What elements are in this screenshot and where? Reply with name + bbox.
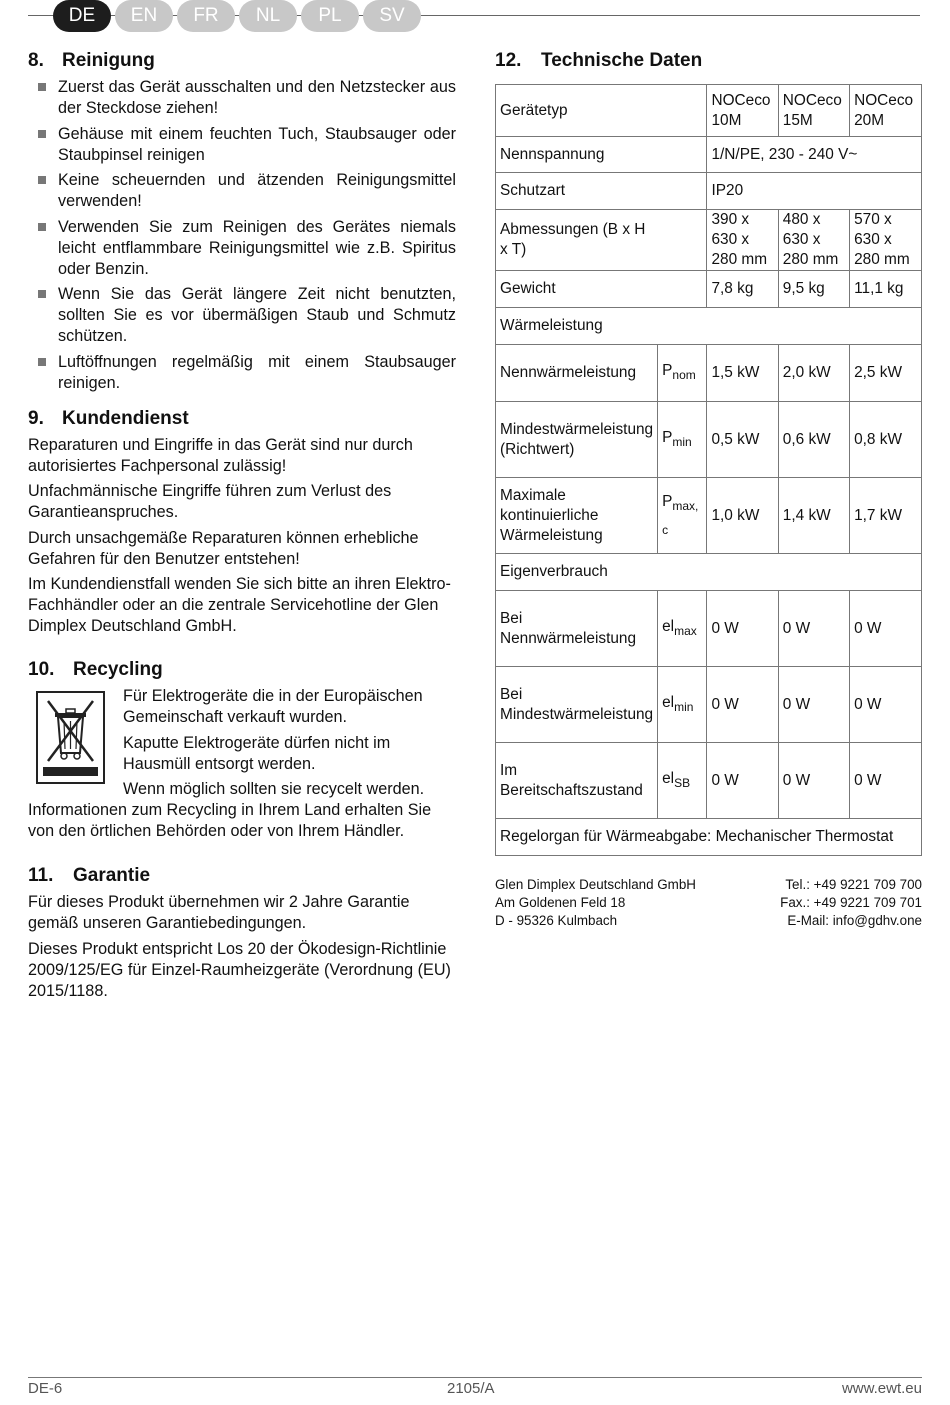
table-row xyxy=(496,402,922,478)
section-number: 8. xyxy=(28,50,44,71)
weee-crossed-bin-icon xyxy=(36,691,105,784)
symbol: $P_{max, c}$ xyxy=(658,478,707,554)
heat-value: 0,8 kW xyxy=(850,402,922,478)
language-tabs xyxy=(53,0,421,32)
row-label: Gerätetyp xyxy=(496,85,658,137)
table-row xyxy=(496,271,922,308)
cleaning-list xyxy=(28,77,456,394)
right-column xyxy=(495,50,922,930)
table-row xyxy=(496,308,922,345)
section-heading xyxy=(28,865,456,887)
row-label: Schutzart xyxy=(496,173,658,210)
section-title: Kundendienst xyxy=(62,407,189,429)
page-number: DE-6 xyxy=(28,1380,63,1397)
row-label: Bei Mindestwärmeleistung xyxy=(496,667,658,743)
heat-value: 1,0 kW xyxy=(707,478,778,554)
street: Am Goldenen Feld 18 xyxy=(495,895,626,910)
paragraph: Durch unsachgemäße Reparaturen können erhebliche Gefahren für den Benutzer entstehen! xyxy=(28,528,419,568)
section-tech-data xyxy=(495,50,922,930)
website-link[interactable]: www.ewt.eu xyxy=(841,1380,922,1397)
footer-divider xyxy=(28,1377,922,1378)
city: D - 95326 Kulmbach xyxy=(495,913,618,928)
tech-data-table xyxy=(495,84,922,856)
paragraph: Dieses Produkt entspricht Los 20 der Ökodesign-Richtlinie 2009/125/EG für Einzel-Raumheizgeräte (Verordnung (EU) 2015/1188. xyxy=(28,939,451,1000)
symbol: $el_{SB}$ xyxy=(658,743,707,819)
row-label: Nennwärmeleistung xyxy=(496,345,658,402)
tab-pl[interactable]: PL xyxy=(301,0,359,32)
symbol: $P_{nom}$ xyxy=(658,345,707,402)
paragraph: Für Elektrogeräte die in der Europäischen Gemeinschaft verkauft wurden. xyxy=(123,687,423,726)
list-item: Luftöffnungen regelmäßig mit einem Staubsauger reinigen. xyxy=(28,352,456,394)
dimension-value: 570 x 630 x 280 mm xyxy=(850,210,922,271)
symbol: $P_{min}$ xyxy=(658,402,707,478)
phone: Tel.: +49 9221 709 700 xyxy=(785,877,922,892)
list-item: Keine scheuernden und ätzenden Reinigungsmittel verwenden! xyxy=(28,170,456,212)
list-item: Gehäuse mit einem feuchten Tuch, Staubsauger oder Staubpinsel reinigen xyxy=(28,124,456,166)
heat-value: 1,7 kW xyxy=(850,478,922,554)
paragraph: Reparaturen und Eingriffe in das Gerät sind nur durch autorisiertes Fachpersonal zulässig! xyxy=(28,435,413,475)
bullet-square-icon xyxy=(38,358,46,366)
section-number: 9. xyxy=(28,407,44,429)
list-item: Wenn Sie das Gerät längere Zeit nicht benutzten, sollten Sie es vor übermäßigen Staub und Schmutz schützen. xyxy=(28,284,456,347)
voltage-value: 1/N/PE, 230 - 240 V~ xyxy=(707,137,922,173)
row-group-label: Eigenverbrauch xyxy=(496,554,922,591)
dimension-value: 390 x 630 x 280 mm xyxy=(707,210,778,271)
consumption-value: 0 W xyxy=(778,667,849,743)
row-label: Gewicht xyxy=(496,271,658,308)
contact-block xyxy=(495,876,922,930)
table-row xyxy=(496,743,922,819)
company-name: Glen Dimplex Deutschland GmbH xyxy=(495,877,696,892)
section-heading xyxy=(28,50,456,72)
heat-value: 2,0 kW xyxy=(778,345,849,402)
tab-sv[interactable]: SV xyxy=(363,0,421,32)
consumption-value: 0 W xyxy=(850,667,922,743)
bullet-square-icon xyxy=(38,176,46,184)
consumption-value: 0 W xyxy=(778,743,849,819)
contact-details xyxy=(780,876,922,930)
heat-value: 2,5 kW xyxy=(850,345,922,402)
heat-value: 0,5 kW xyxy=(707,402,778,478)
section-number: 10. xyxy=(28,659,55,680)
heat-value: 0,6 kW xyxy=(778,402,849,478)
bullet-square-icon xyxy=(38,83,46,91)
address xyxy=(495,876,696,930)
section-recycling xyxy=(28,659,456,842)
section-number: 12. xyxy=(495,50,522,71)
model-name: NOCeco 15M xyxy=(778,85,849,137)
tab-en[interactable]: EN xyxy=(115,0,173,32)
section-number: 11. xyxy=(28,865,54,886)
table-row xyxy=(496,85,922,137)
consumption-value: 0 W xyxy=(707,743,778,819)
heat-value: 1,4 kW xyxy=(778,478,849,554)
paragraph: Kaputte Elektrogeräte dürfen nicht im Hausmüll entsorgt werden. xyxy=(123,733,391,773)
row-label: Im Bereitschaftszustand xyxy=(496,743,658,819)
dimension-value: 480 x 630 x 280 mm xyxy=(778,210,849,271)
bullet-square-icon xyxy=(38,223,46,231)
consumption-value: 0 W xyxy=(778,591,849,667)
row-label: Maximale kontinuierliche Wärmeleistung xyxy=(496,478,658,554)
heat-value: 1,5 kW xyxy=(707,345,778,402)
tab-de[interactable]: DE xyxy=(53,0,111,32)
section-heading xyxy=(28,408,456,430)
table-row xyxy=(496,173,922,210)
section-heading xyxy=(495,50,922,72)
paragraph: Wenn möglich sollten sie recycelt werden. xyxy=(123,780,425,798)
table-row xyxy=(496,554,922,591)
model-name: NOCeco 20M xyxy=(850,85,922,137)
control-label: Regelorgan für Wärmeabgabe: Mechanischer Thermostat xyxy=(496,819,922,856)
symbol: $el_{min}$ xyxy=(658,667,707,743)
model-name: NOCeco 10M xyxy=(707,85,778,137)
consumption-value: 0 W xyxy=(850,591,922,667)
paragraph: Im Kundendienstfall wenden Sie sich bitte an ihren Elektro-Fachhändler oder an die zentrale Servicehotline der Glen Dimplex Deutschland GmbH. xyxy=(28,575,451,635)
weight-value: 11,1 kg xyxy=(850,271,922,308)
table-row xyxy=(496,591,922,667)
table-row xyxy=(496,210,922,271)
table-row xyxy=(496,137,922,173)
language-bar xyxy=(28,0,920,34)
consumption-value: 0 W xyxy=(707,667,778,743)
section-title: Technische Daten xyxy=(541,50,703,71)
section-title: Reinigung xyxy=(62,50,155,71)
recycling-block xyxy=(28,686,456,842)
document-version: 2105/A xyxy=(447,1380,495,1397)
row-label: Abmessungen (B x H x T) xyxy=(496,210,658,271)
row-label: Mindestwärmeleistung (Richtwert) xyxy=(496,402,658,478)
weight-value: 7,8 kg xyxy=(707,271,778,308)
section-heading xyxy=(28,659,456,681)
row-label: Nennspannung xyxy=(496,137,658,173)
table-row xyxy=(496,667,922,743)
symbol: $el_{max}$ xyxy=(658,591,707,667)
protection-value: IP20 xyxy=(707,173,922,210)
paragraph: Informationen zum Recycling in Ihrem Land erhalten Sie von den örtlichen Behörden oder von Ihrem Händler. xyxy=(28,801,432,840)
paragraph: Für dieses Produkt übernehmen wir 2 Jahre Garantie gemäß unseren Garantiebedingungen. xyxy=(28,893,410,932)
table-row xyxy=(496,819,922,856)
list-item: Zuerst das Gerät ausschalten und den Netzstecker aus der Steckdose ziehen! xyxy=(28,77,456,119)
bullet-square-icon xyxy=(38,290,46,298)
tab-nl[interactable]: NL xyxy=(239,0,297,32)
weight-value: 9,5 kg xyxy=(778,271,849,308)
section-service xyxy=(28,408,456,638)
table-row xyxy=(496,345,922,402)
section-title: Recycling xyxy=(73,659,163,680)
paragraph: Unfachmännische Eingriffe führen zum Verlust des Garantieanspruches. xyxy=(28,482,392,521)
consumption-value: 0 W xyxy=(707,591,778,667)
section-title: Garantie xyxy=(73,865,151,886)
fax: Fax.: +49 9221 709 701 xyxy=(780,895,922,910)
section-warranty xyxy=(28,865,456,1002)
row-group-label: Wärmeleistung xyxy=(496,308,922,345)
tab-fr[interactable]: FR xyxy=(177,0,235,32)
list-item: Verwenden Sie zum Reinigen des Gerätes niemals leicht entflammbare Reinigungsmittel wie z.B. Spiritus oder Benzin. xyxy=(28,217,456,280)
bullet-square-icon xyxy=(38,130,46,138)
left-column xyxy=(28,50,456,1006)
section-cleaning xyxy=(28,50,456,394)
row-label: Bei Nennwärmeleistung xyxy=(496,591,658,667)
table-row xyxy=(496,478,922,554)
consumption-value: 0 W xyxy=(850,743,922,819)
email[interactable]: E-Mail: info@gdhv.one xyxy=(787,913,922,928)
